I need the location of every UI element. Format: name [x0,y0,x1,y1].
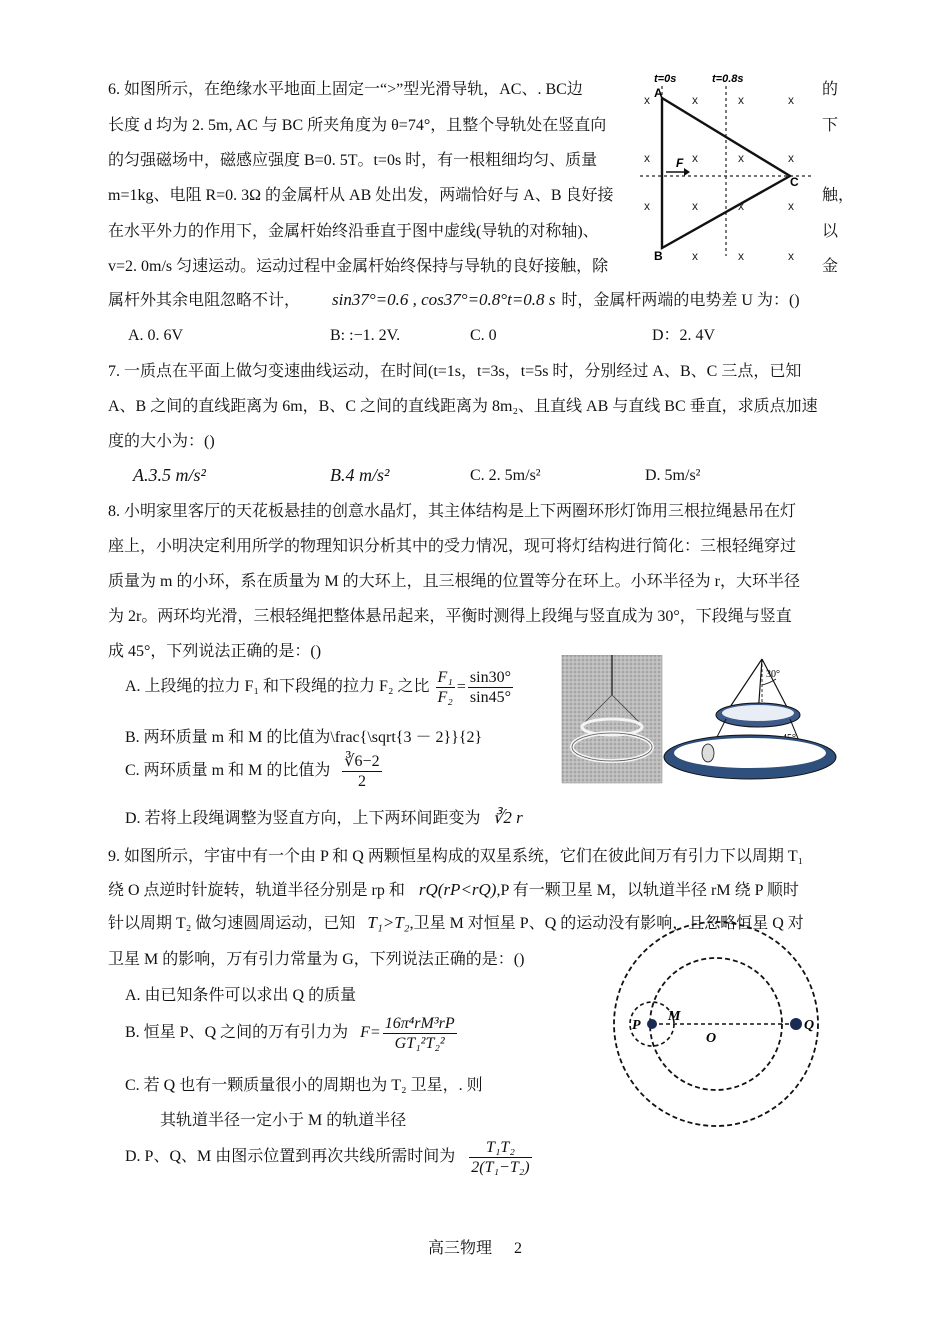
q8-line-3: 质量为 m 的小环，系在质量为 M 的大环上，且三根绳的位置等分在环上。小环半径为 r，大环半径 [108,573,801,590]
svg-text:x: x [788,199,794,213]
svg-text:x: x [788,249,794,263]
q8-fig-schematic [664,659,836,779]
q9-fig-label-P: P [632,1018,641,1033]
q6-line-5: 在水平外力的作用下，金属杆始终沿垂直于图中虚线(导轨的对称轴)、 [108,223,599,240]
svg-text:x: x [738,151,744,165]
q7-line-1: 7. 一质点在平面上做匀变速曲线运动，在时间(t=1s，t=3s，t=5s 时，分别经过 A、B、C 三点，已知 [108,363,802,380]
q6-option-d: D：2. 4V [652,327,716,344]
q8-option-d: D. 若将上段绳调整为竖直方向，上下两环间距变为 ∛2 r [125,808,523,827]
q8-option-d-expr: ∛2 r [492,808,523,827]
q9-option-d-frac: $\frac{\text{T₁T₂}}{\text{2(T₁−T₂)}}$ [471,1138,530,1176]
q6-formula: sin37°=0.6 , cos37°=0.8°t=0.8 s [332,290,556,309]
svg-text:x: x [692,93,698,107]
q9-option-c-1: C. 若 Q 也有一颗质量很小的周期也为 T₂ 卫星，. 则 [125,1077,483,1094]
footer-page-number: 2 [514,1240,522,1257]
q6-right-word-6: 金 [822,258,839,275]
q8-line-1: 8. 小明家里客厅的天花板悬挂的创意水晶灯，其主体结构是上下两圈环形灯饰用三根拉绳悬吊在灯 [108,503,797,520]
q7-option-d: D. 5m/s² [645,467,701,484]
q7-option-c: C. 2. 5m/s² [470,467,541,484]
q9-fig-label-O: O [706,1031,717,1046]
page-footer [0,1235,950,1258]
q7-option-b: B.4 m/s² [330,465,390,485]
svg-text:x: x [738,199,744,213]
svg-text:x: x [692,151,698,165]
svg-text:x: x [788,151,794,165]
q9-option-a: A. 由已知条件可以求出 Q 的质量 [125,987,357,1004]
q6-option-a: A. 0. 6V [128,327,184,344]
svg-text:x: x [644,93,650,107]
q6-fig-label-t0: t=0s [654,73,677,85]
q6-line-6: v=2. 0m/s 匀速运动。运动过程中金属杆始终保持与导轨的良好接触，除 [108,258,609,275]
svg-text:x: x [644,151,650,165]
q9-option-d: D. P、Q、M 由图示位置到再次共线所需时间为 $\frac{\text{T₁T₂}}{\text{2(T₁−T₂)}}$ [125,1138,530,1176]
q6-line-4: m=1kg、电阻 R=0. 3Ω 的金属杆从 AB 处出发，两端恰好与 A、B 良好接 [108,187,614,204]
q8-option-a: A. 上段绳的拉力 F₁ 和下段绳的拉力 F₂ 之比 $\frac{\text{F₁}}{\text{F₂}}$ = $\frac{\sin 30^\circ}{\sin 45^\circ}$ [125,668,511,706]
q9-option-b-frac: $\frac{\text{16π⁴rM³rP}}{\text{GT₁²T₂²}}$ [384,1014,455,1052]
q6-fig-label-C: C [790,175,799,189]
svg-text:x: x [788,93,794,107]
q6-right-word-1: 的 [822,81,839,98]
footer-subject: 高三物理 [427,1240,492,1257]
q9-option-b: B. 恒星 P、Q 之间的万有引力为 F= $\frac{\text{16π⁴rM³rP}}{\text{GT₁²T₂²}}$ [125,1014,455,1052]
q8-line-5: 成 45°，下列说法正确的是：() [108,643,322,660]
q9-line-3-expr: T₁>T₂ [367,913,410,932]
q6-line-2: 长度 d 均为 2. 5m, AC 与 BC 所夹角度为 θ=74°，且整个导轨处在竖直向 [108,117,607,134]
svg-text:x: x [738,93,744,107]
q9-line-1: 9. 如图所示，宇宙中有一个由 P 和 Q 两颗恒星构成的双星系统，它们在彼此间万有引力下以周期 T₁ [108,848,804,865]
q8-line-4: 为 2r。两环均光滑，三根轻绳把整体悬吊起来，平衡时测得上段绳与竖直成为 30°，下段绳与竖直 [108,608,792,625]
q8-option-a-lhs: $\frac{\text{F₁}}{\text{F₂}}$ [437,668,453,706]
q7-line-2: A、B 之间的直线距离为 6m，B、C 之间的直线距离为 8m₂、且直线 AB 与直线 BC 垂直，求质点加速 [108,398,818,415]
svg-text:x: x [692,249,698,263]
q9-fig-label-Q: Q [804,1018,815,1033]
q9-option-c-2: 其轨道半径一定小于 M 的轨道半径 [160,1112,407,1129]
q8-fig-angle-30: 30° [766,669,780,680]
q6-option-c: C. 0 [470,327,497,344]
q6-rail-figure [640,68,815,268]
q8-option-c-frac: $\frac{∛6-2}{2}$ [344,752,380,790]
q9-line-4: 卫星 M 的影响，万有引力常量为 G，下列说法正确的是：() [108,951,525,968]
q6-right-word-4: 触， [822,187,855,204]
q6-fig-label-B: B [654,249,663,263]
q8-option-c: C. 两环质量 m 和 M 的比值为 $\frac{∛6-2}{2}$ [125,752,380,790]
q6-line-3: 的匀强磁场中，磁感应强度 B=0. 5T。t=0s 时，有一根粗细均匀、质量 [108,152,598,169]
q6-line-1: 6. 如图所示，在绝缘水平地面上固定一“>”型光滑导轨，AC、. BC边 [108,81,583,98]
q9-fig-star-q [790,1018,802,1030]
q8-line-2: 座上，小明决定利用所学的物理知识分析其中的受力情况，现可将灯结构进行简化：三根轻绳穿过 [108,538,797,555]
q7-line-3: 度的大小为：() [108,433,215,450]
q6-line-7: 属杆外其余电阻忽略不计， sin37°=0.6 , cos37°=0.8°t=0.8 s 时，金属杆两端的电势差 U 为：() [108,290,800,309]
q9-fig-label-M: M [668,1009,681,1024]
svg-text:x: x [738,249,744,263]
q7-option-a: A.3.5 m/s² [133,465,206,485]
svg-text:x: x [644,199,650,213]
q6-right-word-5: 以 [822,223,839,240]
q6-fig-label-t1: t=0.8s [712,73,744,85]
q9-line-3: 针以周期 T₂ 做匀速圆周运动，已知 T₁>T₂,卫星 M 对恒星 P、Q 的运动没有影响，且忽略恒星 Q 对 [108,913,804,932]
q6-right-word-2: 下 [822,117,839,134]
q9-fig-star-p [647,1019,657,1029]
q6-fig-field-marks [644,93,794,263]
svg-text:x: x [692,199,698,213]
q8-option-b: B. 两环质量 m 和 M 的比值为\frac{\sqrt{3 － 2}}{2} [125,729,483,746]
q9-line-2: 绕 O 点逆时针旋转，轨道半径分别是 rp 和 rQ(rP<rQ),P 有一颗卫星 M，以轨道半径 rM 绕 P 顺时 [108,880,799,899]
q9-line-2-expr: rQ(rP<rQ) [418,880,497,899]
q8-option-a-rhs: $\frac{\sin 30^\circ}{\sin 45^\circ}$ [469,668,511,706]
q8-chandelier-figure [558,655,840,785]
q6-option-b: B: :−1. 2V. [330,327,401,344]
q9-orbit-figure [610,918,822,1130]
q6-fig-label-F: F [676,156,684,170]
q6-fig-label-A: A [654,86,663,100]
